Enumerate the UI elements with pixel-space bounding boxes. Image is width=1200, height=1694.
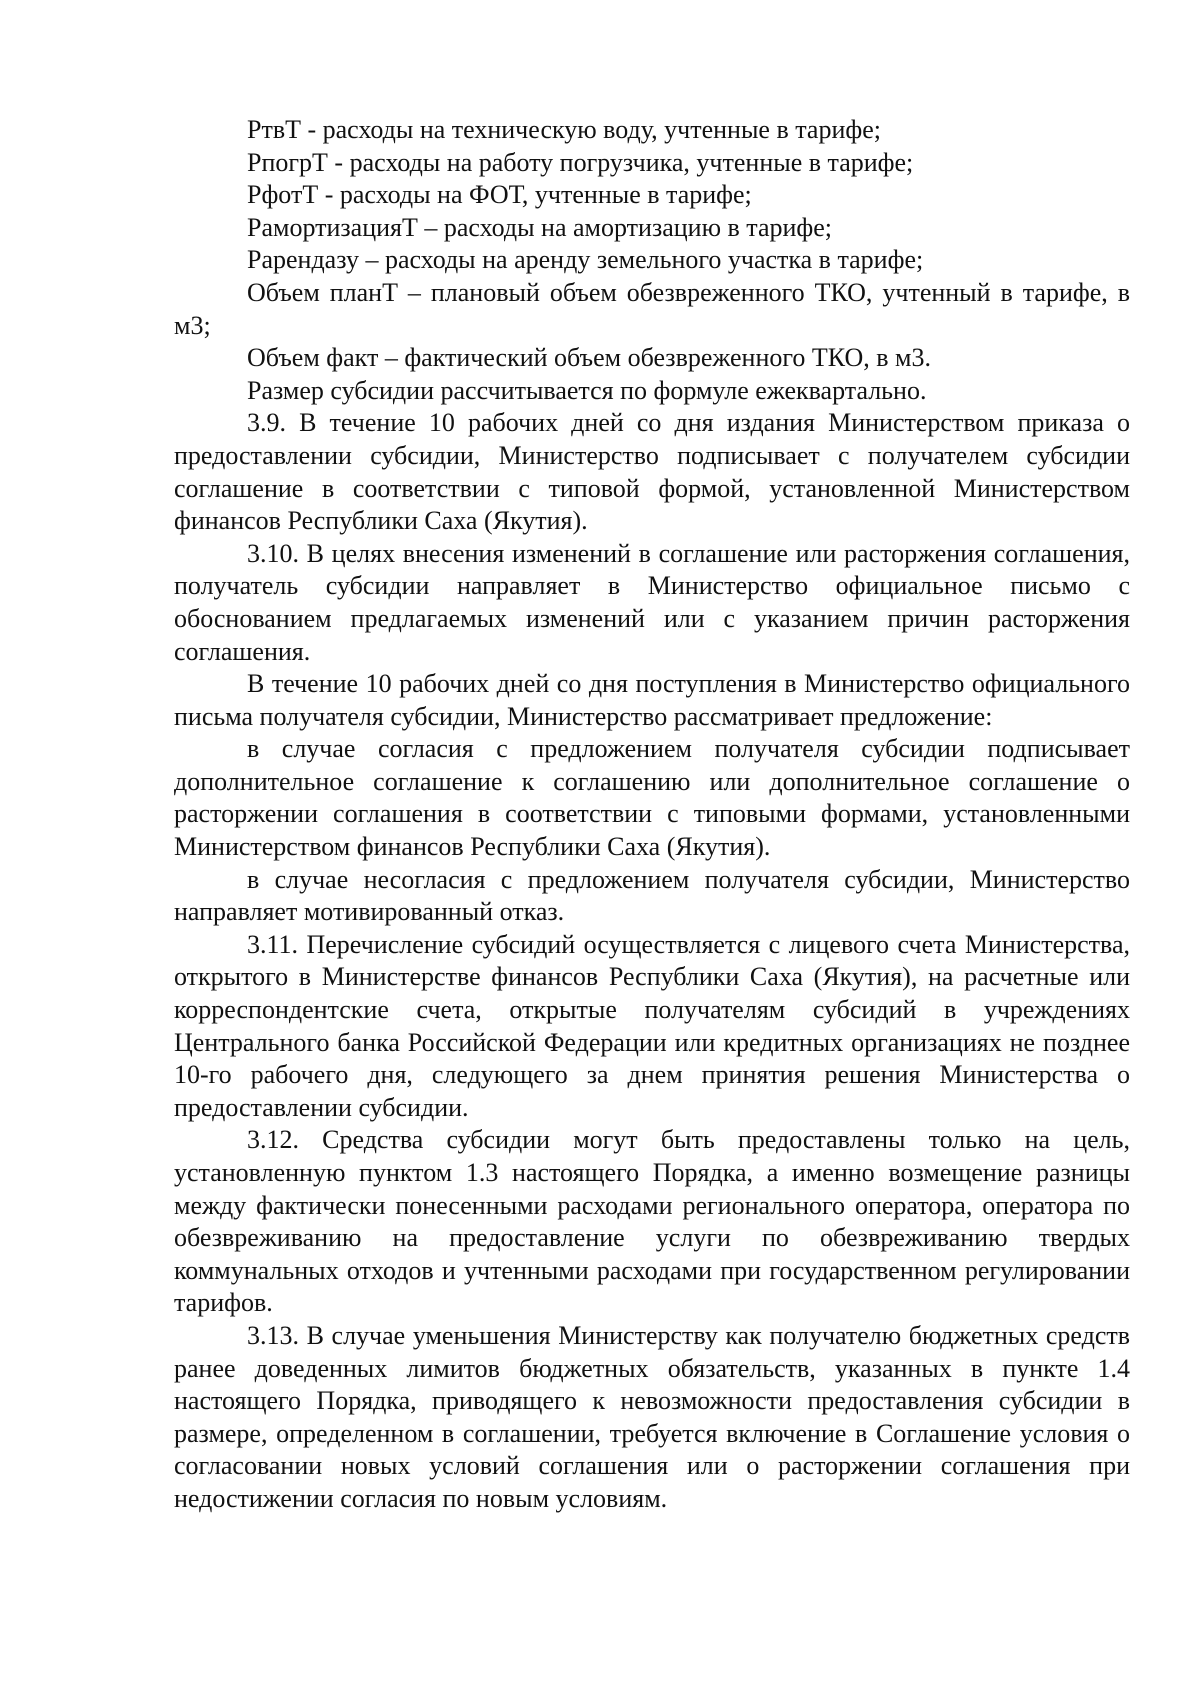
paragraph-rfott: РфотТ - расходы на ФОТ, учтенные в тарифе;	[247, 180, 752, 210]
paragraph-rpogrt: РпогрТ - расходы на работу погрузчика, учтенные в тарифе;	[247, 147, 914, 177]
paragraph-3-11: 3.11. Перечисление субсидий осуществляется с лицевого счета Министерства, открытого в Министерстве финансов Республики Саха (Якутия), на расчетные или корреспондентские счета, открытые получателям субсидий в учреждениях Центрального банка Российской Федерации или кредитных организациях не позднее 10-го рабочего дня, следующего за днем принятия решения Министерства о предоставлении субсидии.	[174, 929, 1130, 1122]
paragraph-rarendazu: Рарендазу – расходы на аренду земельного участка в тарифе;	[247, 245, 924, 275]
paragraph-obem-fakt: Объем факт – фактический объем обезвреженного ТКО, в м3.	[247, 343, 931, 373]
paragraph-3-10: 3.10. В целях внесения изменений в соглашение или расторжения соглашения, получатель субсидии направляет в Министерство официальное письмо с обоснованием предлагаемых изменений или с указанием причин расторжения соглашения.	[174, 538, 1130, 666]
paragraph-review-period: В течение 10 рабочих дней со дня поступления в Министерство официального письма получателя субсидии, Министерство рассматривает предложение:	[174, 669, 1130, 731]
paragraph-ramortizatsiyat: РамортизацияТ – расходы на амортизацию в тарифе;	[247, 212, 833, 242]
document-body	[174, 114, 1130, 1516]
paragraph-obem-plant: Объем планТ – плановый объем обезвреженного ТКО, учтенный в тарифе, в м3;	[174, 277, 1130, 340]
paragraph-3-9: 3.9. В течение 10 рабочих дней со дня издания Министерством приказа о предоставлении субсидии, Министерство подписывает с получателем субсидии соглашение в соответствии с типовой формой, установленной Министерством финансов Республики Саха (Якутия).	[174, 408, 1130, 536]
paragraph-3-12: 3.12. Средства субсидии могут быть предоставлены только на цель, установленную пунктом 1.3 настоящего Порядка, а именно возмещение разницы между фактически понесенными расходами регионального оператора, оператора по обезвреживанию на предоставление услуги по обезвреживанию твердых коммунальных отходов и учтенными расходами при государственном регулировании тарифов.	[174, 1125, 1130, 1318]
paragraph-agreement-case: в случае согласия с предложением получателя субсидии подписывает дополнительное соглашение к соглашению или дополнительное соглашение о расторжении соглашения в соответствии с типовыми формами, установленными Министерством финансов Республики Саха (Якутия).	[174, 734, 1130, 862]
paragraph-rtvt: РтвТ - расходы на техническую воду, учтенные в тарифе;	[247, 115, 881, 144]
paragraph-disagreement-case: в случае несогласия с предложением получателя субсидии, Министерство направляет мотивированный отказ.	[174, 864, 1130, 927]
paragraph-subsidy-formula: Размер субсидии рассчитывается по формуле ежеквартально.	[247, 375, 927, 405]
paragraph-3-13: 3.13. В случае уменьшения Министерству как получателю бюджетных средств ранее доведенных лимитов бюджетных обязательств, указанных в пункте 1.4 настоящего Порядка, приводящего к невозможности предоставления субсидии в размере, определенном в соглашении, требуется включение в Соглашение условия о согласовании новых условий соглашения или о расторжении соглашения при недостижении согласия по новым условиям.	[174, 1320, 1130, 1513]
